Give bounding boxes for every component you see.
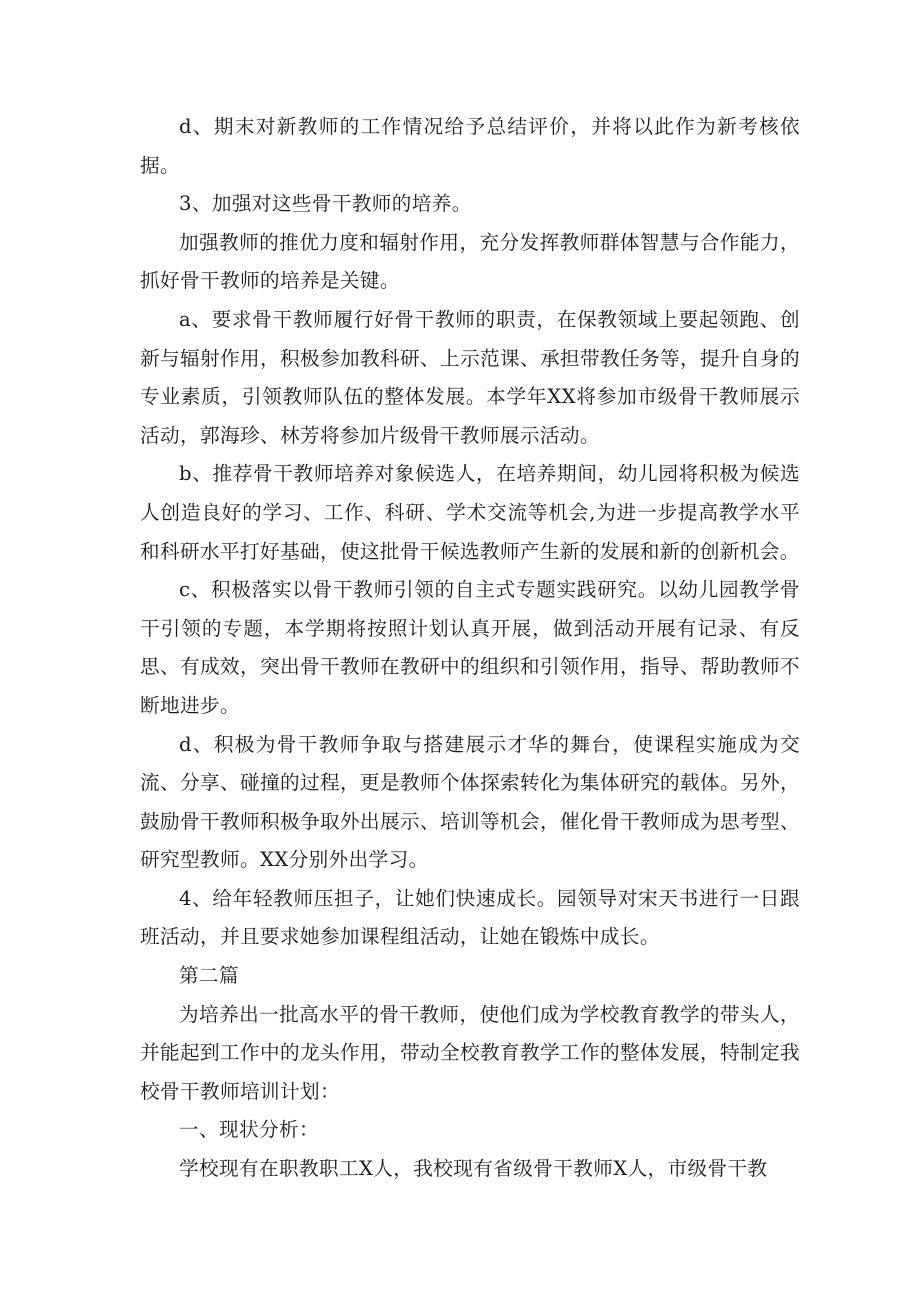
paragraph-training-plan-intro: 为培养出一批高水平的骨干教师，使他们成为学校教育教学的带头人，并能起到工作中的龙头作用，带动全校教育教学工作的整体发展，特制定我校骨干教师培训计划： xyxy=(140,1002,800,1103)
paragraph-new-teacher-evaluation: d、期末对新教师的工作情况给予总结评价，并将以此作为新考核依据。 xyxy=(140,115,800,177)
paragraph-item-b: b、推荐骨干教师培养对象候选人，在培养期间，幼儿园将积极为候选人创造良好的学习、工作、科研、学术交流等机会,为进一步提高教学水平和科研水平打好基础，使这批骨干候选教师产生新的发展和新的创新机会。 xyxy=(140,462,800,563)
paragraph-status-details: 学校现有在职教职工X人，我校现有省级骨干教师X人，市级骨干教 xyxy=(179,1157,768,1181)
paragraph-item-c: c、积极落实以骨干教师引领的自主式专题实践研究。以幼儿园教学骨干引领的专题，本学期将按照计划认真开展，做到活动开展有记录、有反思、有成效，突出骨干教师在教研中的组织和引领作用，指导、帮助教师不断地进步。 xyxy=(140,578,800,717)
paragraph-item-4: 4、给年轻教师压担子，让她们快速成长。园领导对宋天书进行一日跟班活动，并且要求她参加课程组活动，让她在锻炼中成长。 xyxy=(140,886,800,949)
section-heading-status-analysis: 一、现状分析： xyxy=(179,1118,319,1142)
paragraph-item-d: d、积极为骨干教师争取与搭建展示才华的舞台，使课程实施成为交流、分享、碰撞的过程，更是教师个体探索转化为集体研究的载体。另外，鼓励骨干教师积极争取外出展示、培训等机会，催化骨干教师成为思考型、研究型教师。XX分别外出学习。 xyxy=(140,732,800,872)
section-heading-part-two: 第二篇 xyxy=(179,964,239,988)
paragraph-item-a: a、要求骨干教师履行好骨干教师的职责，在保教领域上要起领跑、创新与辐射作用，积极参加教科研、上示范课、承担带教任务等，提升自身的专业素质，引领教师队伍的整体发展。本学年XX将参加市级骨干教师展示活动，郭海珍、林芳将参加片级骨干教师展示活动。 xyxy=(140,307,800,447)
paragraph-backbone-intro: 加强教师的推优力度和辐射作用，充分发挥教师群体智慧与合作能力，抓好骨干教师的培养是关键。 xyxy=(140,230,800,293)
document-body xyxy=(140,108,800,1189)
paragraph-item-3-heading: 3、加强对这些骨干教师的培养。 xyxy=(179,192,472,216)
